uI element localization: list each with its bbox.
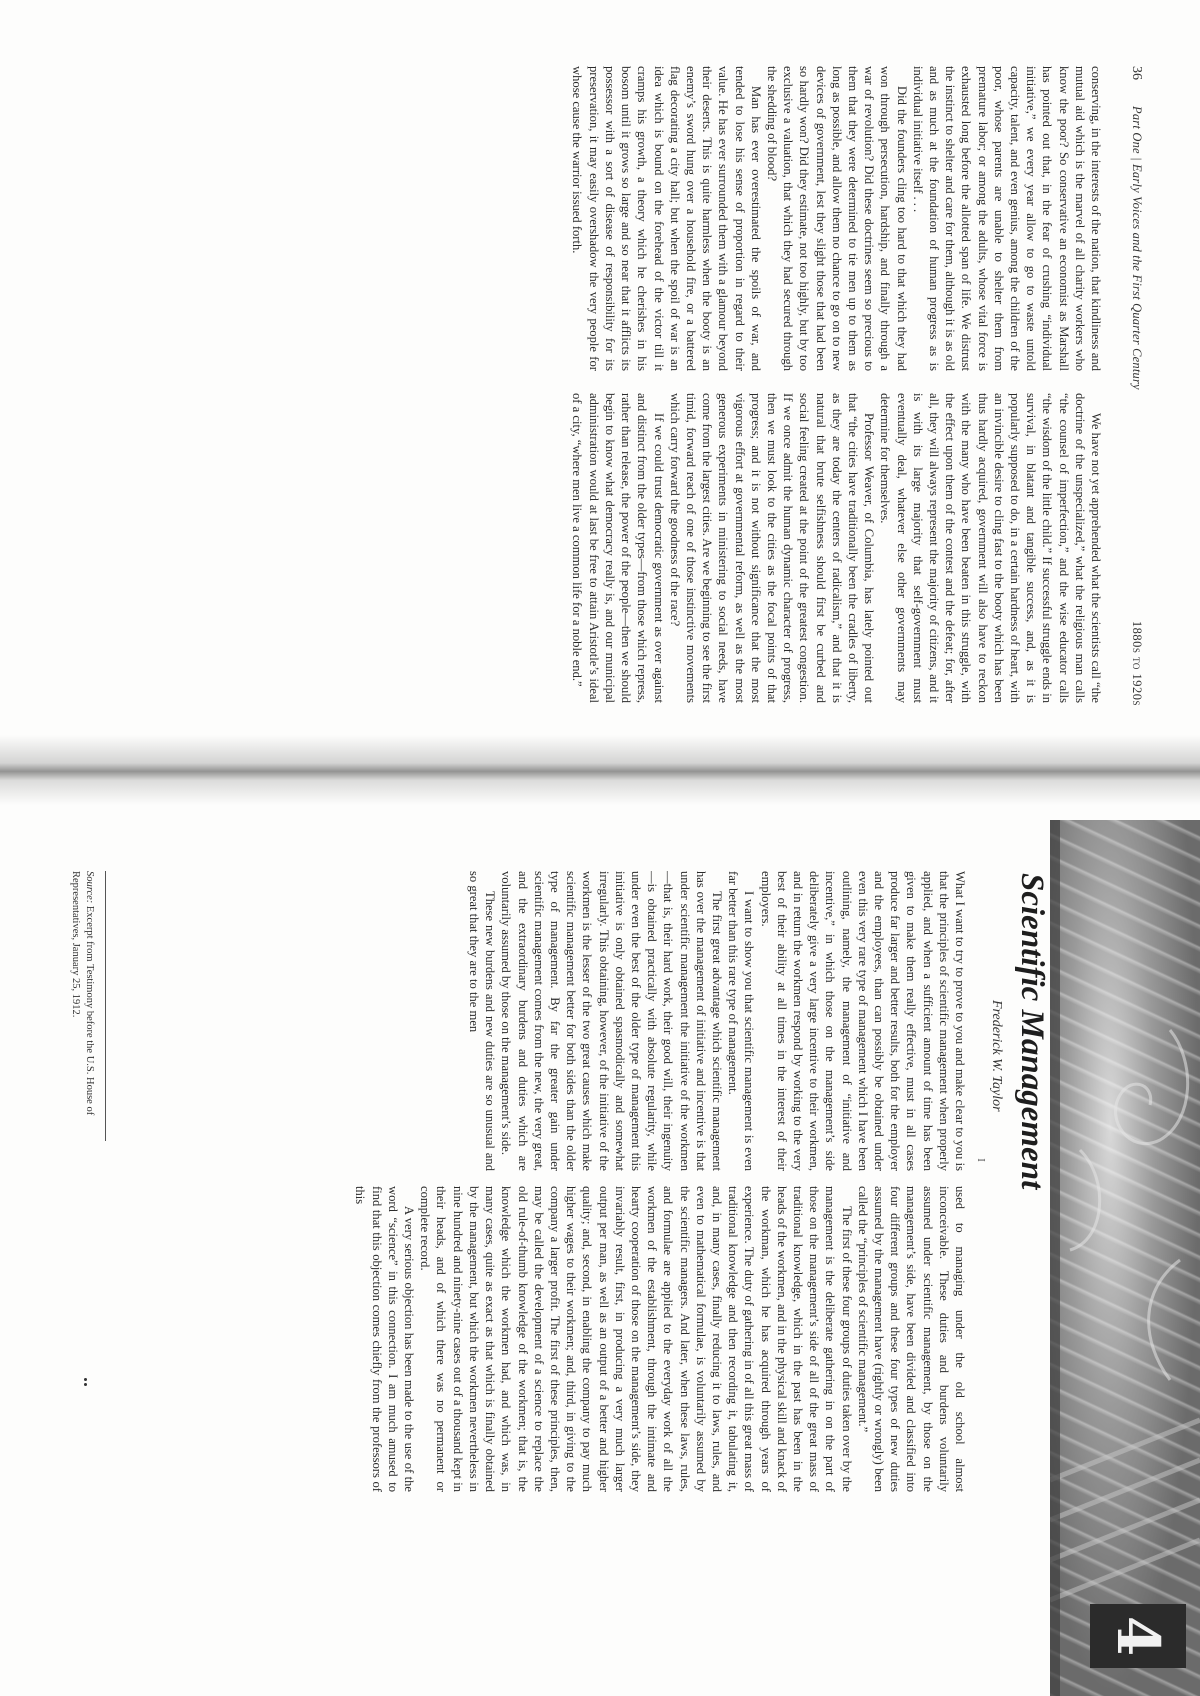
running-head-era: 1880s to 1920s [1130,620,1144,706]
paragraph: conserving, in the interests of the nation, that kindliness and mutual aid which is the marvel of all charity workers who know the poor? So conservative an economist as Marshall has pointed out that, in the fear of crushing “individual initiative,” we every year allow to go to waste untold capacity, talent, and even genius, among the children of the poor, whose parents are unable to shelter them from premature labor; or among the adults, whose vital force is exhausted long before the allotted span of life. We distrust the instinct to shelter and care for them, although it is as old and as much at the foundation of human progress as is individual initiative itself . . . [910,66,1103,371]
scan-speck [84,1383,87,1386]
paragraph: I want to show you that scientific management is even far better than this rare type of management. [726,871,757,1171]
paragraph: The first great advantage which scientific management has over the management of initiative and incentive is that under scientific management the initiative of the workmen—that is, their hard work, their good will, their ingenuity—is obtained practically with absolute regularity, while under even the best of the older type of management this initiative is only obtained spasmodically and somewhat irregularly. This obtaining, however, of the initiative of the workmen is the lesser of the two great causes which make scientific management better for both sides than the older type of management. By far the greater gain under scientific management comes from the new, the very great, and the extraordinary burdens and duties which are voluntarily assumed by those on the management’s side. [499,871,724,1171]
source-note [68,871,96,1171]
source-rule [105,871,106,1141]
left-page-column-1 [64,66,1104,371]
page-number: 36 [1129,66,1144,80]
paragraph: These new burdens and new duties are so unusual and so great that they are to the men [466,871,498,1171]
paragraph: used to managing under the old school almost inconceivable. These duties and burdens voluntarily assumed under scientific management, by those on the management’s side, have been divided and classified into four different groups and these four types of new duties assumed by the management have (rightly or wrongly) been called the “principles of scientific management.” [855,1186,967,1492]
paragraph: A very serious objection has been made to the use of the word “science” in this connection. I am much amused to find that this objection comes chiefly from the professors of this [353,1186,417,1492]
paragraph: The first of these four groups of duties taken over by the management is the deliberate gathering in on the part of those on the management’s side of all of the great mass of traditional knowledge, which in the past has been in the heads of the workmen, and in the physical skill and knack of the workman, which he has acquired through years of experience. The duty of gathering in of all this great mass of traditional knowledge and then recording it, tabulating it, and, in many cases, finally reducing it to laws, rules, and even to mathematical formulae, is voluntarily assumed by the scientific managers. And later, when these laws, rules, and formulae are applied to the everyday work of all the workmen of the establishment, through the intimate and hearty cooperation of those on the management’s side, they invariably result, first, in producing a very much larger output per man, as well as an output of a better and higher quality; and, second, in enabling the company to pay much higher wages to their workmen; and, third, in giving to the company a larger profit. The first of these principles, then, may be called the development of a science to replace the old rule-of-thumb knowledge of the workmen; that is, the knowledge which the workmen had, and which was, in many cases, quite as exact as that which is finally obtained by the management, but which the workmen nevertheless in nine hundred and ninety-nine cases out of a thousand kept in their heads, and of which there was no permanent or complete record. [418,1186,854,1492]
paragraph: Professor Weaver, of Columbia, has lately pointed out that “the cities have traditionally been the cradles of liberty, as they are today the centers of radicalism,” and that it is natural that brute selfishness should first be curbed and social feeling created at the point of the greatest congestion. If we once admit the human dynamic character of progress, then we must look to the cities as the focal points of that progress; and it is not without significance that the most vigorous effort at governmental reform, as well as the most generous experiments in ministering to social needs, have come from the largest cities. Are we beginning to see the first timid, forward reach of one of those instinctive movements which carry forward the goodness of the race? [667,393,877,703]
paragraph: What I want to try to prove to you and make clear to you is that the principles of scientific management when properly applied, and when a sufficient amount of time has been given to make them really effective, must in all cases produce far larger and better results, both for the employer and the employees, than can possibly be obtained under even this very rare type of management which I have been outlining, namely, the management of “initiative and incentive,” in which those on the management’s side deliberately give a very large incentive to their workmen, and in return the workmen respond by working to the very best of their ability at all times in the interest of their employers. [758,871,967,1171]
source-text: Excerpt from Testimony before the U.S. House of Representatives, January 25, 1912. [70,871,95,1116]
paragraph: If we could trust democratic government as over against and distinct from the older types—from those which repress, rather than release, the power of the people—then we should begin to know what democracy really is, and our municipal administration would at last be free to attain Aristotle’s ideal of a city, “where men live a common life for a noble end.” [570,393,666,703]
ornament-pattern [1050,820,1200,1696]
chapter-title: Scientific Management [1014,873,1050,1190]
source-label: Source: [84,871,95,904]
section-separator: I [975,1158,986,1162]
running-header [1120,66,1144,706]
scan-speck [84,1378,87,1381]
chapter-author: Frederick W. Taylor [989,1000,1004,1112]
running-head-title: Part One | Early Voices and the First Quarter Century [1130,106,1144,390]
chapter-number-badge: 4 [1090,1604,1186,1668]
paragraph: Did the founders cling too hard to that which they had won through persecution, hardship, and finally through a war of revolution? Did these doctrines seem so precious to them that they were determined to tie men up to them as long as possible, and allow them no chance to go on to new devices of government, lest they slight those that had been so hardly won? Did they estimate, not too highly, but by too exclusive a valuation, that which they had secured through the shedding of blood? [764,66,909,371]
right-page-column-2 [28,1186,968,1492]
binding-gutter-shadow [0,735,1200,805]
right-page-column-1 [28,871,968,1171]
chapter-banner-image [1050,820,1200,1696]
left-page-column-2 [64,393,1104,703]
paragraph: Man has ever overestimated the spoils of war, and tended to lose his sense of proportion in regard to their value. He has ever surrounded them with a glamour beyond their deserts. This is quite harmless when the booty is an enemy’s sword hung over a household fire, or a battered flag decorating a city hall; but when the spoil of war is an idea which is bound on the forehead of the victor till it cramps his growth, a theory which he cherishes in his bosom until it grows so large and so near that it afflicts its possessor with a sort of disease of responsibility for its preservation, it may easily overshadow the very people for whose cause the warrior issued forth. [570,66,763,371]
paragraph: We have not yet apprehended what the scientists call “the doctrine of the unspecialized,” what the religious man calls “the counsel of imperfection,” and the wise educator calls “the wisdom of the little child.” If successful struggle ends in survival, in blatant and tangible success, and, as it is popularly supposed to do, in a certain hardness of heart, with an invincible desire to cling fast to the booty which has been thus hardly acquired, government will also have to reckon with the many who have been beaten in this struggle, with the effect upon them of the contest and the defeat; for, after all, they will always represent the majority of citizens, and it is with its large majority that self-government must eventually deal, whatever else other governments may determine for themselves. [878,393,1103,703]
